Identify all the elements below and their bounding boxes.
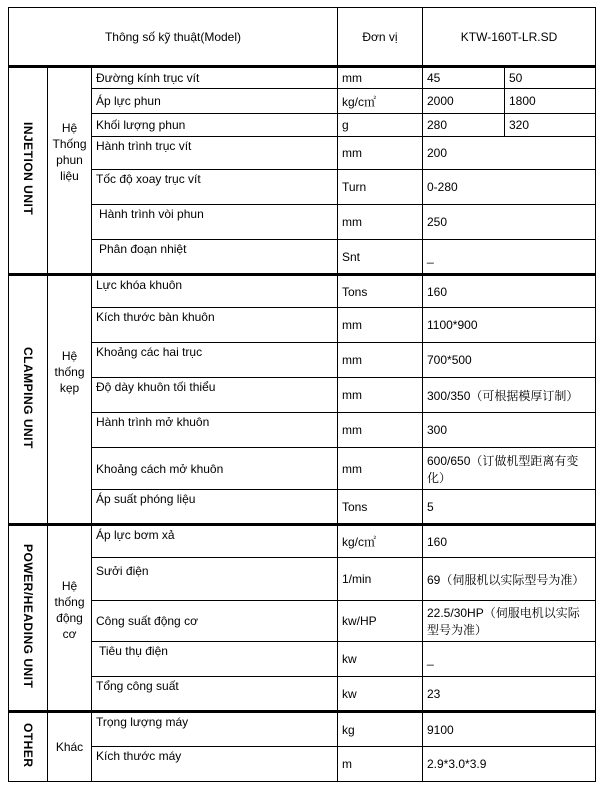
param-label: Đường kính trục vít bbox=[92, 67, 338, 89]
table-row bbox=[9, 114, 596, 137]
value-cell: 45 bbox=[423, 67, 505, 89]
unit-cell: kg/c㎡ bbox=[338, 525, 423, 558]
unit-cell: mm bbox=[338, 308, 423, 343]
table-row bbox=[9, 747, 596, 782]
value-cell: 320 bbox=[505, 114, 596, 137]
value-cell: 69（伺服机以实际型号为准） bbox=[423, 558, 596, 601]
param-label: Hành trình trục vít bbox=[92, 137, 338, 170]
param-label: Áp lực phun bbox=[92, 89, 338, 114]
unit-cell: kg/c㎡ bbox=[338, 89, 423, 114]
value-cell: 0-280 bbox=[423, 170, 596, 205]
model-name: KTW-160T-LR.SD bbox=[423, 8, 596, 67]
unit-cell: Turn bbox=[338, 170, 423, 205]
value-cell: 160 bbox=[423, 525, 596, 558]
model-header: Thông số kỹ thuật(Model) bbox=[9, 8, 338, 67]
table-row bbox=[9, 308, 596, 343]
value-cell: 250 bbox=[423, 205, 596, 240]
value-cell: 160 bbox=[423, 275, 596, 308]
unit-cell: mm bbox=[338, 137, 423, 170]
param-label: Áp lực bơm xả bbox=[92, 525, 338, 558]
param-label: Tổng công suất bbox=[92, 677, 338, 712]
table-row bbox=[9, 448, 596, 490]
table-row bbox=[9, 601, 596, 642]
unit-cell: mm bbox=[338, 67, 423, 89]
value-cell: 300/350（可根据模厚订制） bbox=[423, 378, 596, 413]
subgroup-power: Hệ thống động cơ bbox=[48, 525, 92, 712]
section-injection: INJETION UNIT bbox=[9, 67, 48, 275]
value-cell: 2000 bbox=[423, 89, 505, 114]
param-label: Hành trình mở khuôn bbox=[92, 413, 338, 448]
spec-table bbox=[8, 7, 596, 782]
table-row bbox=[9, 275, 596, 308]
param-label: Lực khóa khuôn bbox=[92, 275, 338, 308]
table-row bbox=[9, 343, 596, 378]
table-row bbox=[9, 558, 596, 601]
param-label: Kích thước máy bbox=[92, 747, 338, 782]
value-cell: 22.5/30HP（伺服电机以实际型号为准） bbox=[423, 601, 596, 642]
subgroup-clamping: Hệ thống kẹp bbox=[48, 275, 92, 525]
table-row bbox=[9, 525, 596, 558]
header-row bbox=[9, 8, 596, 67]
section-clamping: CLAMPING UNIT bbox=[9, 275, 48, 525]
section-power: POWER/HEADING UNIT bbox=[9, 525, 48, 712]
value-cell: 23 bbox=[423, 677, 596, 712]
subgroup-injection: Hệ Thống phun liệu bbox=[48, 67, 92, 275]
unit-cell: Snt bbox=[338, 240, 423, 275]
value-cell: 1800 bbox=[505, 89, 596, 114]
unit-cell: mm bbox=[338, 413, 423, 448]
value-cell: 700*500 bbox=[423, 343, 596, 378]
unit-cell: 1/min bbox=[338, 558, 423, 601]
table-row bbox=[9, 413, 596, 448]
table-row bbox=[9, 67, 596, 89]
table-row bbox=[9, 378, 596, 413]
unit-cell: Tons bbox=[338, 275, 423, 308]
unit-cell: kw bbox=[338, 677, 423, 712]
table-row bbox=[9, 642, 596, 677]
param-label: Kích thước bàn khuôn bbox=[92, 308, 338, 343]
unit-cell: mm bbox=[338, 378, 423, 413]
param-label: Khoảng cách mở khuôn bbox=[92, 448, 338, 490]
param-label: Áp suất phóng liệu bbox=[92, 490, 338, 525]
value-cell: 200 bbox=[423, 137, 596, 170]
unit-cell: kw bbox=[338, 642, 423, 677]
section-other: OTHER bbox=[9, 712, 48, 782]
param-label: Công suất động cơ bbox=[92, 601, 338, 642]
table-row bbox=[9, 137, 596, 170]
param-label: Khối lượng phun bbox=[92, 114, 338, 137]
value-cell: 280 bbox=[423, 114, 505, 137]
unit-cell: kg bbox=[338, 712, 423, 747]
table-row bbox=[9, 677, 596, 712]
table-row bbox=[9, 89, 596, 114]
table-row bbox=[9, 240, 596, 275]
value-cell: _ bbox=[423, 240, 596, 275]
table-row bbox=[9, 205, 596, 240]
unit-cell: g bbox=[338, 114, 423, 137]
param-label: Sưởi điện bbox=[92, 558, 338, 601]
unit-cell: Tons bbox=[338, 490, 423, 525]
value-cell: 1100*900 bbox=[423, 308, 596, 343]
unit-cell: mm bbox=[338, 343, 423, 378]
param-label: Phân đoạn nhiệt bbox=[92, 240, 338, 275]
table-row bbox=[9, 712, 596, 747]
subgroup-other: Khác bbox=[48, 712, 92, 782]
table-row bbox=[9, 170, 596, 205]
param-label: Hành trình vòi phun bbox=[92, 205, 338, 240]
table-row bbox=[9, 490, 596, 525]
param-label: Trọng lượng máy bbox=[92, 712, 338, 747]
value-cell: _ bbox=[423, 642, 596, 677]
unit-header: Đơn vị bbox=[338, 8, 423, 67]
value-cell: 300 bbox=[423, 413, 596, 448]
value-cell: 600/650（订做机型距离有变化） bbox=[423, 448, 596, 490]
param-label: Khoảng các hai trục bbox=[92, 343, 338, 378]
value-cell: 2.9*3.0*3.9 bbox=[423, 747, 596, 782]
value-cell: 50 bbox=[505, 67, 596, 89]
unit-cell: mm bbox=[338, 205, 423, 240]
value-cell: 5 bbox=[423, 490, 596, 525]
unit-cell: kw/HP bbox=[338, 601, 423, 642]
unit-cell: mm bbox=[338, 448, 423, 490]
param-label: Độ dày khuôn tối thiểu bbox=[92, 378, 338, 413]
param-label: Tốc độ xoay trục vít bbox=[92, 170, 338, 205]
unit-cell: m bbox=[338, 747, 423, 782]
param-label: Tiêu thụ điện bbox=[92, 642, 338, 677]
value-cell: 9100 bbox=[423, 712, 596, 747]
